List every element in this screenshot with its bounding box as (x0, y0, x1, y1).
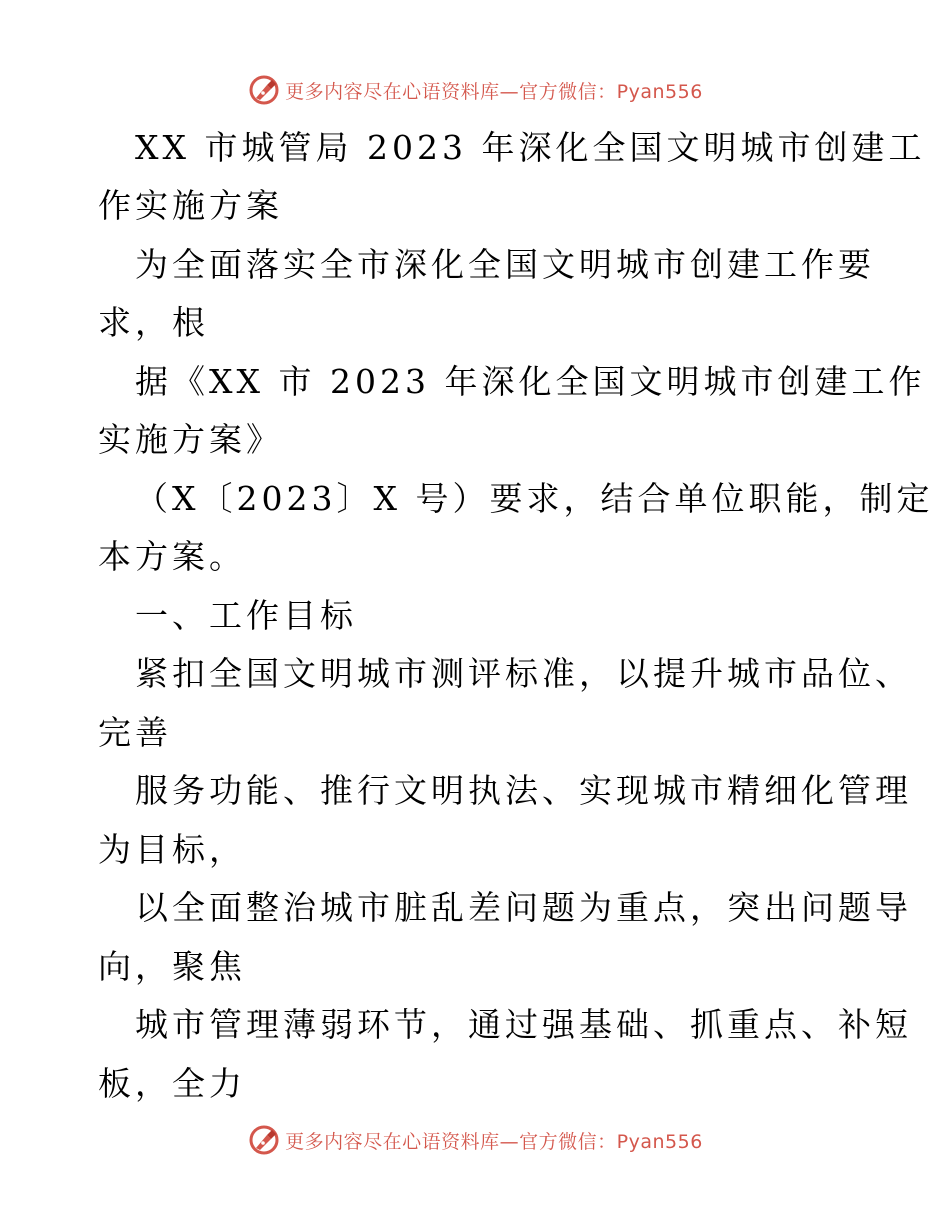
text-line: 实施方案》 (98, 420, 283, 459)
text-line: 据《XX 市 2023 年深化全国文明城市创建工作 (135, 362, 926, 401)
watermark-text: 更多内容尽在心语资料库—官方微信：Pyan556 (285, 1130, 703, 1153)
section-heading: 一、工作目标 (135, 596, 357, 635)
watermark-text: 更多内容尽在心语资料库—官方微信：Pyan556 (285, 80, 703, 103)
text-line: 紧扣全国文明城市测评标准，以提升城市品位、 (135, 654, 912, 693)
text-line: 板，全力 (98, 1064, 246, 1103)
text-line: 求，根 (98, 303, 209, 342)
text-line: 向，聚焦 (98, 947, 246, 986)
text-line: 本方案。 (98, 537, 246, 576)
text-line: 以全面整治城市脏乱差问题为重点，突出问题导 (135, 888, 912, 927)
text-line: 为目标， (98, 830, 246, 869)
title-line-1: XX 市城管局 2023 年深化全国文明城市创建工 (135, 128, 926, 167)
text-line: 城市管理薄弱环节，通过强基础、抓重点、补短 (135, 1005, 912, 1044)
text-line: 服务功能、推行文明执法、实现城市精细化管理 (135, 771, 912, 810)
watermark-footer (0, 1120, 950, 1160)
text-line: 为全面落实全市深化全国文明城市创建工作要 (135, 245, 875, 284)
title-line-2: 作实施方案 (98, 186, 283, 225)
pen-nib-circle-icon (247, 1123, 281, 1157)
text-line: （X〔2023〕X 号）要求，结合单位职能，制定 (135, 479, 934, 518)
text-line: 完善 (98, 713, 172, 752)
